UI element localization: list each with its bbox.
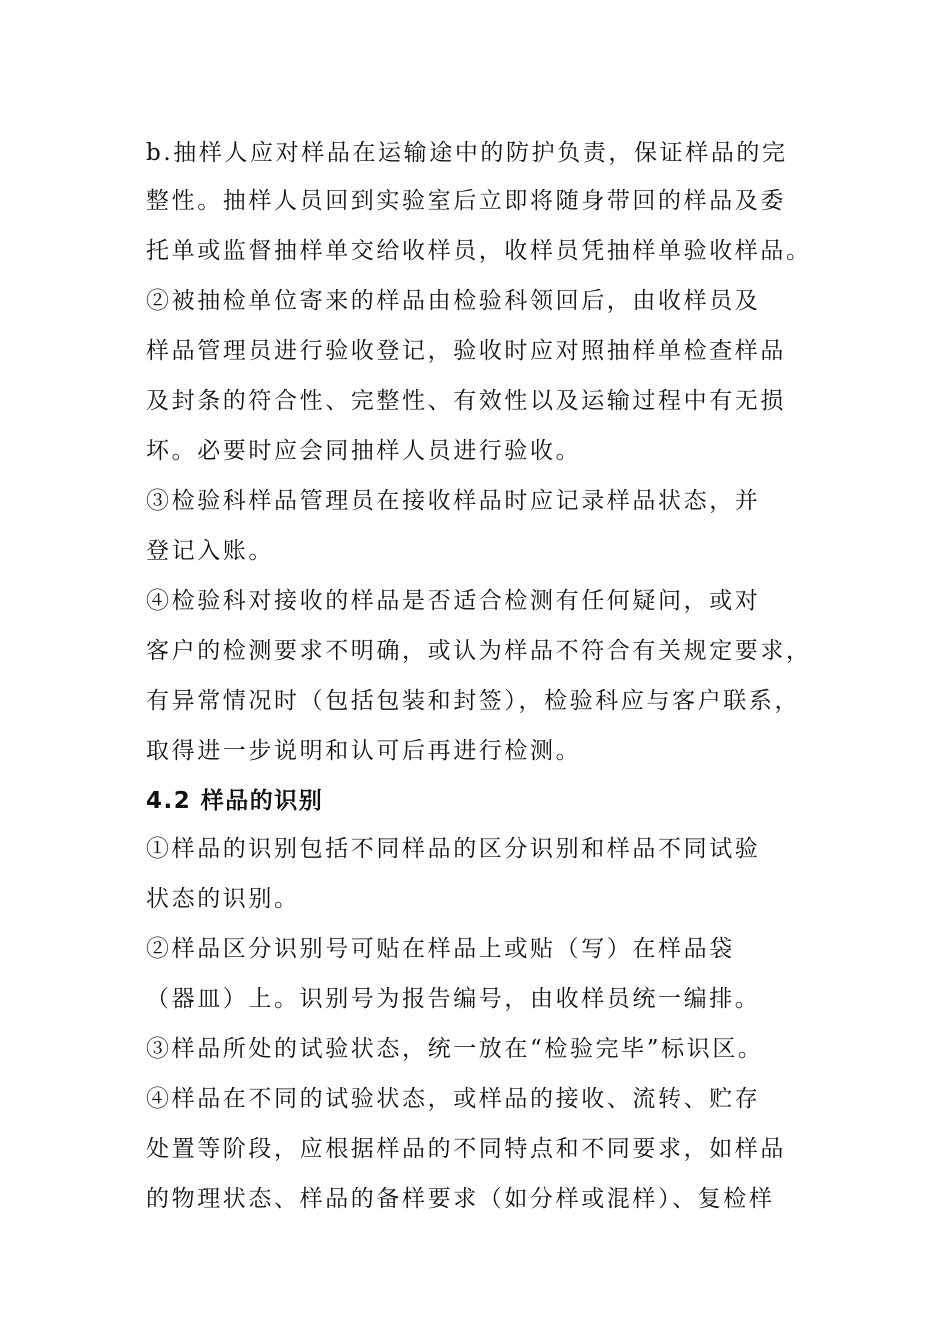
text-line: 处置等阶段，应根据样品的不同特点和不同要求，如样品 — [146, 1136, 786, 1162]
text-line: 的物理状态、样品的备样要求（如分样或混样）、复检样 — [146, 1186, 775, 1212]
text-line: 托单或监督抽样单交给收样员，收样员凭抽样单验收样品。 — [146, 238, 812, 264]
text-line: 整性。抽样人员回到实验室后立即将随身带回的样品及委 — [146, 188, 786, 214]
text-line: ③检验科样品管理员在接收样品时应记录样品状态，并 — [146, 488, 761, 514]
text-line: 有异常情况时（包括包装和封签），检验科应与客户联系， — [146, 688, 801, 714]
text-line: （器皿）上。识别号为报告编号，由收样员统一编排。 — [146, 986, 761, 1012]
text-line: ③样品所处的试验状态，统一放在“检验完毕”标识区。 — [146, 1036, 764, 1062]
text-line: 登记入账。 — [146, 538, 274, 564]
text-line: 及封条的符合性、完整性、有效性以及运输过程中有无损 — [146, 388, 786, 414]
section-heading: 4.2 样品的识别 — [146, 788, 324, 814]
text-line: 样品管理员进行验收登记，验收时应对照抽样单检查样品 — [146, 338, 786, 364]
text-line: ②被抽检单位寄来的样品由检验科领回后，由收样员及 — [146, 288, 761, 314]
text-line: b.抽样人应对样品在运输途中的防护负责，保证样品的完 — [146, 140, 788, 166]
text-line: 状态的识别。 — [146, 886, 300, 912]
text-line: ④检验科对接收的样品是否适合检测有任何疑问，或对 — [146, 588, 761, 614]
text-line: 客户的检测要求不明确，或认为样品不符合有关规定要求， — [146, 638, 812, 664]
text-line: ①样品的识别包括不同样品的区分识别和样品不同试验 — [146, 836, 761, 862]
text-line: ②样品区分识别号可贴在样品上或贴（写）在样品袋 — [146, 936, 735, 962]
text-line: ④样品在不同的试验状态，或样品的接收、流转、贮存 — [146, 1086, 761, 1112]
text-line: 坏。必要时应会同抽样人员进行验收。 — [146, 438, 582, 464]
text-line: 取得进一步说明和认可后再进行检测。 — [146, 738, 582, 764]
